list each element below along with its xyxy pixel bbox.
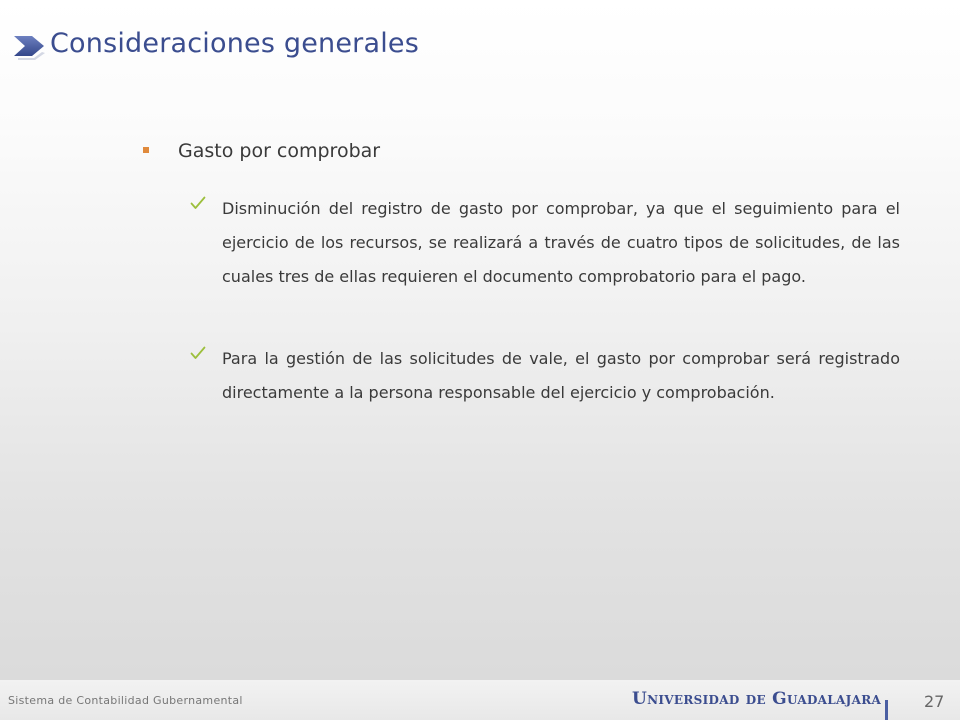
page-number: 27 bbox=[924, 692, 945, 711]
check-icon bbox=[190, 196, 206, 210]
check-item-text: Disminución del registro de gasto por comprobar, ya que el seguimiento para el ejercicio de los recursos, se realizará a través de cuatro tipos de solicitudes, de las cuales tres de ellas requieren el documento comprobatorio para el pago. bbox=[222, 199, 900, 286]
check-icon bbox=[190, 346, 206, 360]
check-list-item bbox=[190, 342, 900, 410]
check-item-text: Para la gestión de las solicitudes de vale, el gasto por comprobar será registrado directamente a la persona responsable del ejercicio y comprobación. bbox=[222, 349, 900, 402]
page-title: Consideraciones generales bbox=[50, 28, 419, 59]
university-logo: Universidad de Guadalajara bbox=[632, 689, 882, 709]
footer-divider bbox=[885, 700, 888, 720]
square-bullet-icon bbox=[143, 147, 149, 153]
slide-footer bbox=[0, 680, 960, 720]
footer-system-name: Sistema de Contabilidad Gubernamental bbox=[8, 694, 243, 707]
bullet-label: Gasto por comprobar bbox=[178, 140, 381, 162]
bullet-item bbox=[143, 136, 843, 168]
check-list-item bbox=[190, 192, 900, 294]
